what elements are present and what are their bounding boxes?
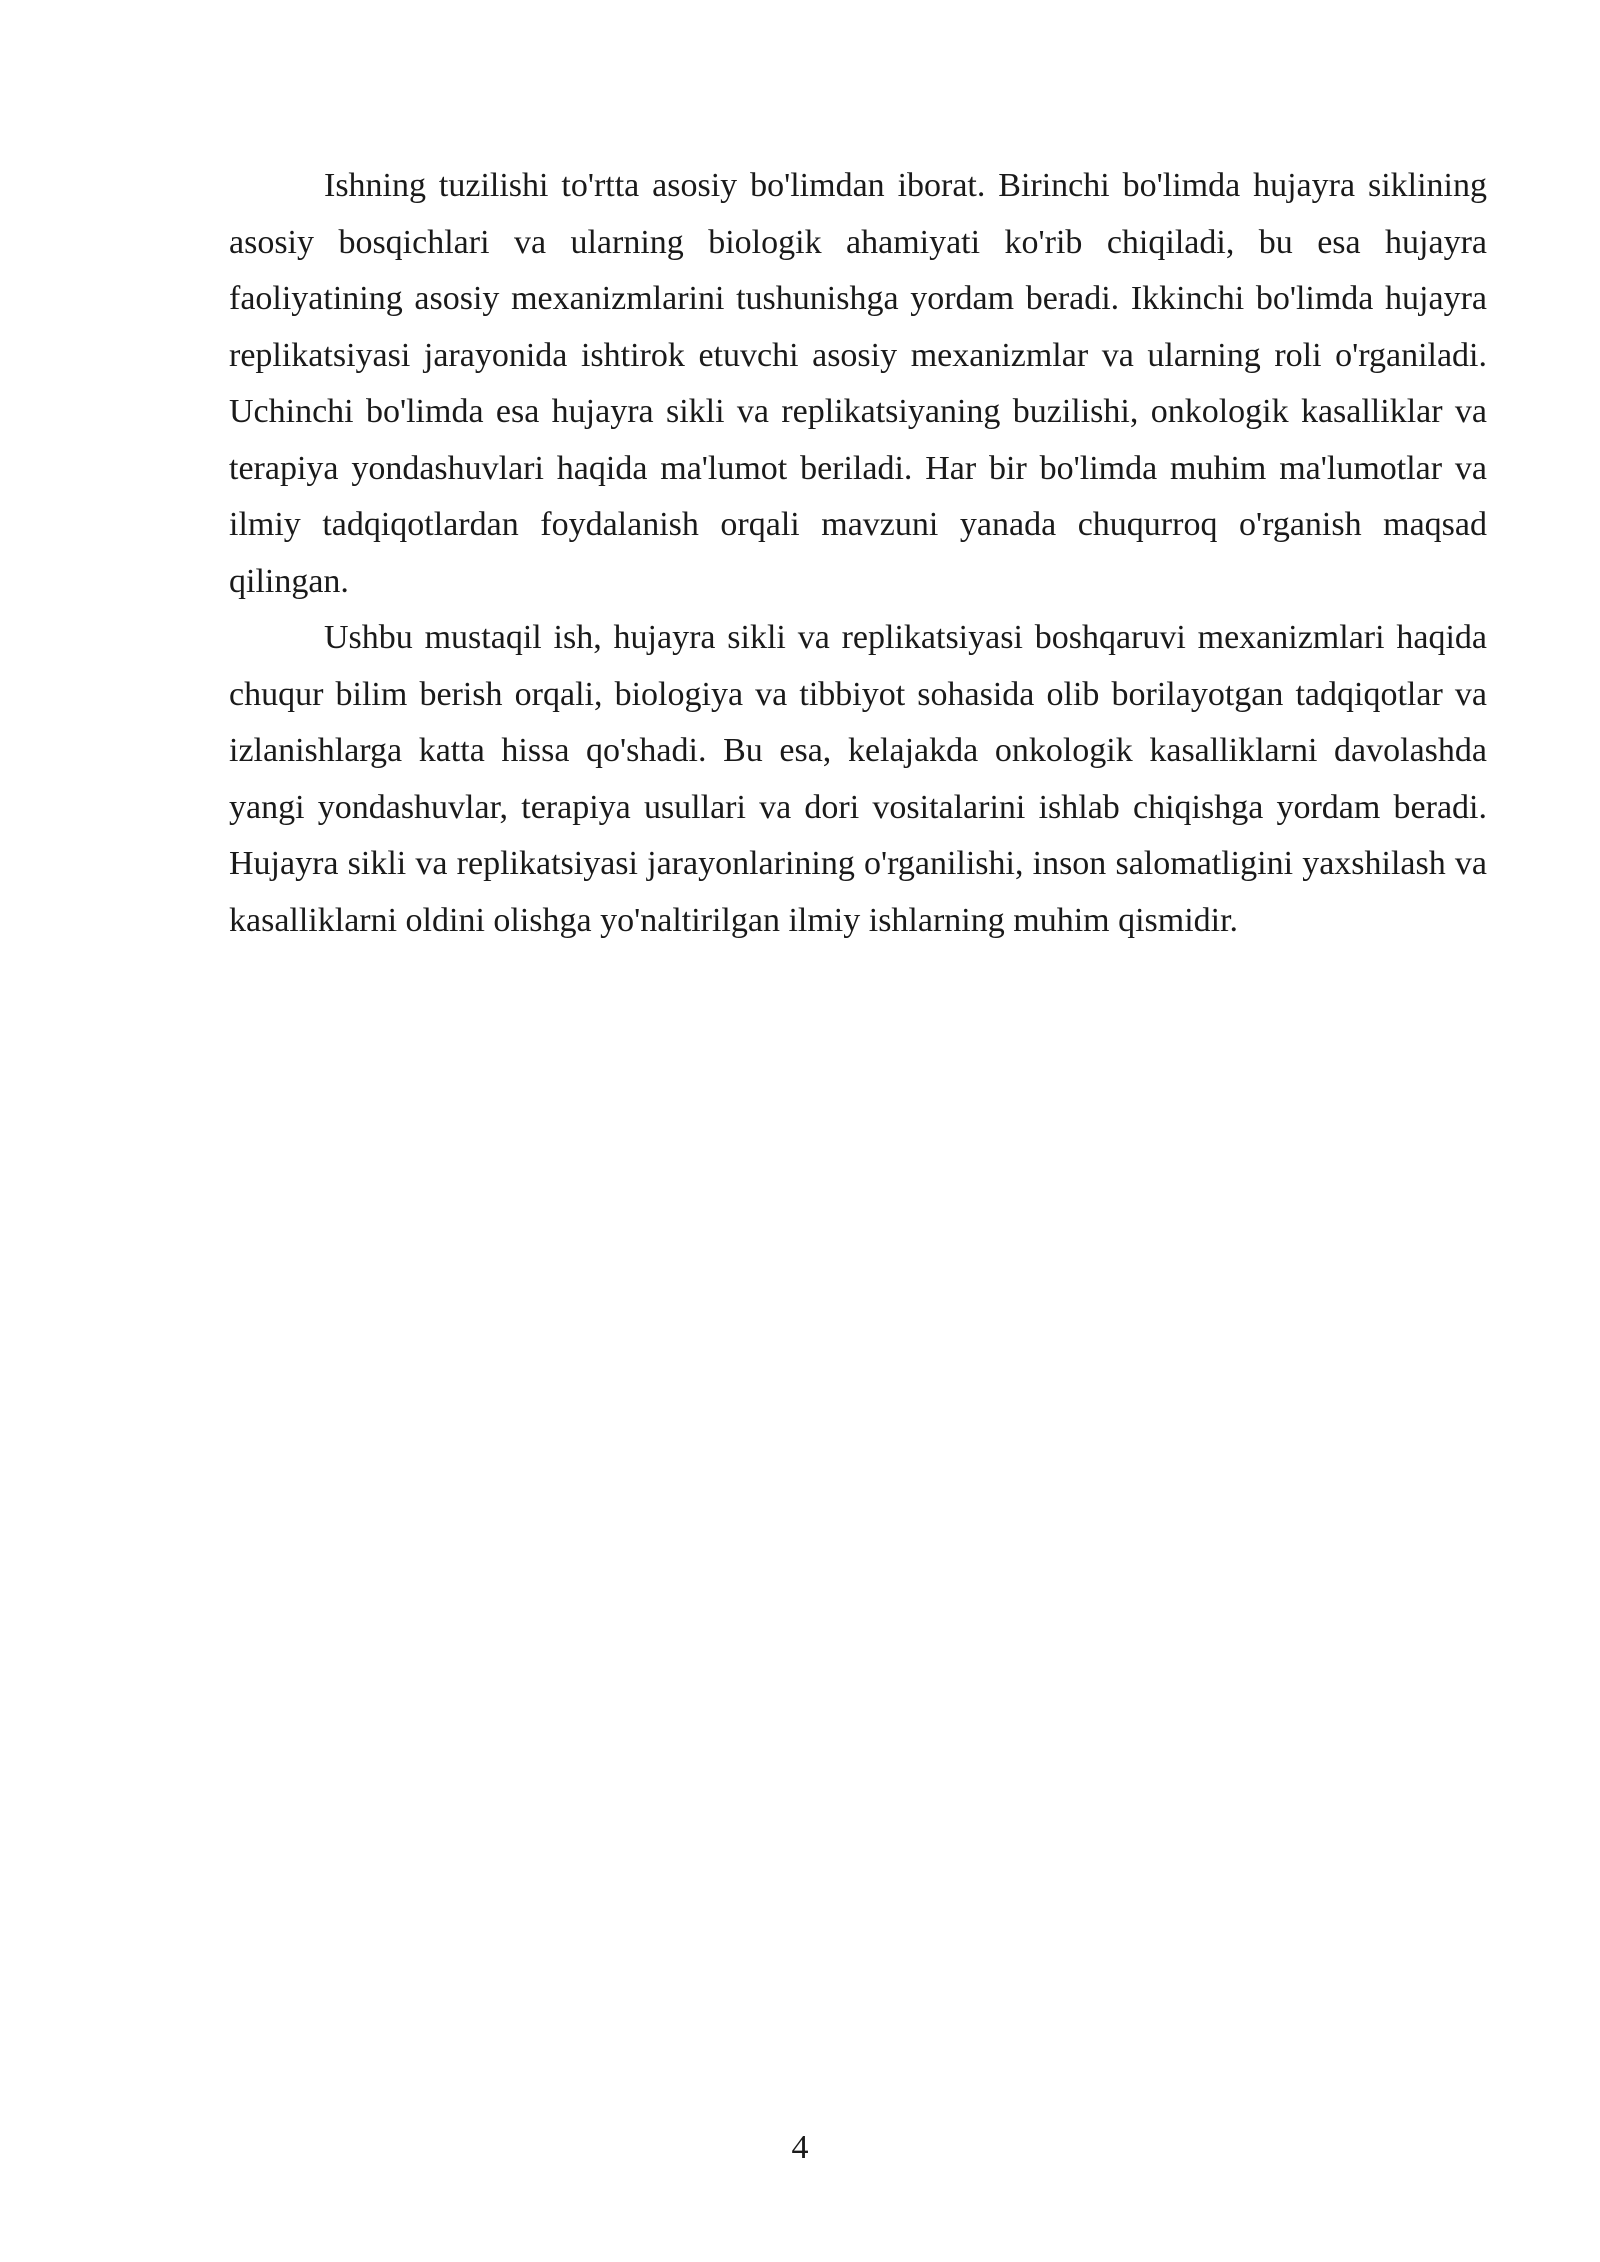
page-number: 4 — [791, 2129, 809, 2166]
paragraph-1: Ishning tuzilishi to'rtta asosiy bo'limdan iborat. Birinchi bo'limda hujayra siklining asosiy bosqichlari va ularning biologik ahamiyati ko'rib chiqiladi, bu esa hujayra faoliyatining asosiy mexanizmlarini tushunishga yordam beradi. Ikkinchi bo'limda hujayra replikatsiyasi jarayonida ishtirok etuvchi asosiy mexanizmlar va ularning roli o'rganiladi. Uchinchi bo'limda esa hujayra sikli va replikatsiyaning buzilishi, onkologik kasalliklar va terapiya yondashuvlari haqida ma'lumot beriladi. Har bir bo'limda muhim ma'lumotlar va ilmiy tadqiqotlardan foydalanish orqali mavzuni yanada chuqurroq o'rganish maqsad qilingan. — [229, 167, 1487, 600]
body-text — [229, 158, 1487, 949]
paragraph-2: Ushbu mustaqil ish, hujayra sikli va replikatsiyasi boshqaruvi mexanizmlari haqida chuqur bilim berish orqali, biologiya va tibbiyot sohasida olib borilayotgan tadqiqotlar va izlanishlarga katta hissa qo'shadi. Bu esa, kelajakda onkologik kasalliklarni davolashda yangi yondashuvlar, terapiya usullari va dori vositalarini ishlab chiqishga yordam beradi. Hujayra sikli va replikatsiyasi jarayonlarining o'rganilishi, inson salomatligini yaxshilash va kasalliklarni oldini olishga yo'naltirilgan ilmiy ishlarning muhim qismidir. — [229, 619, 1487, 939]
